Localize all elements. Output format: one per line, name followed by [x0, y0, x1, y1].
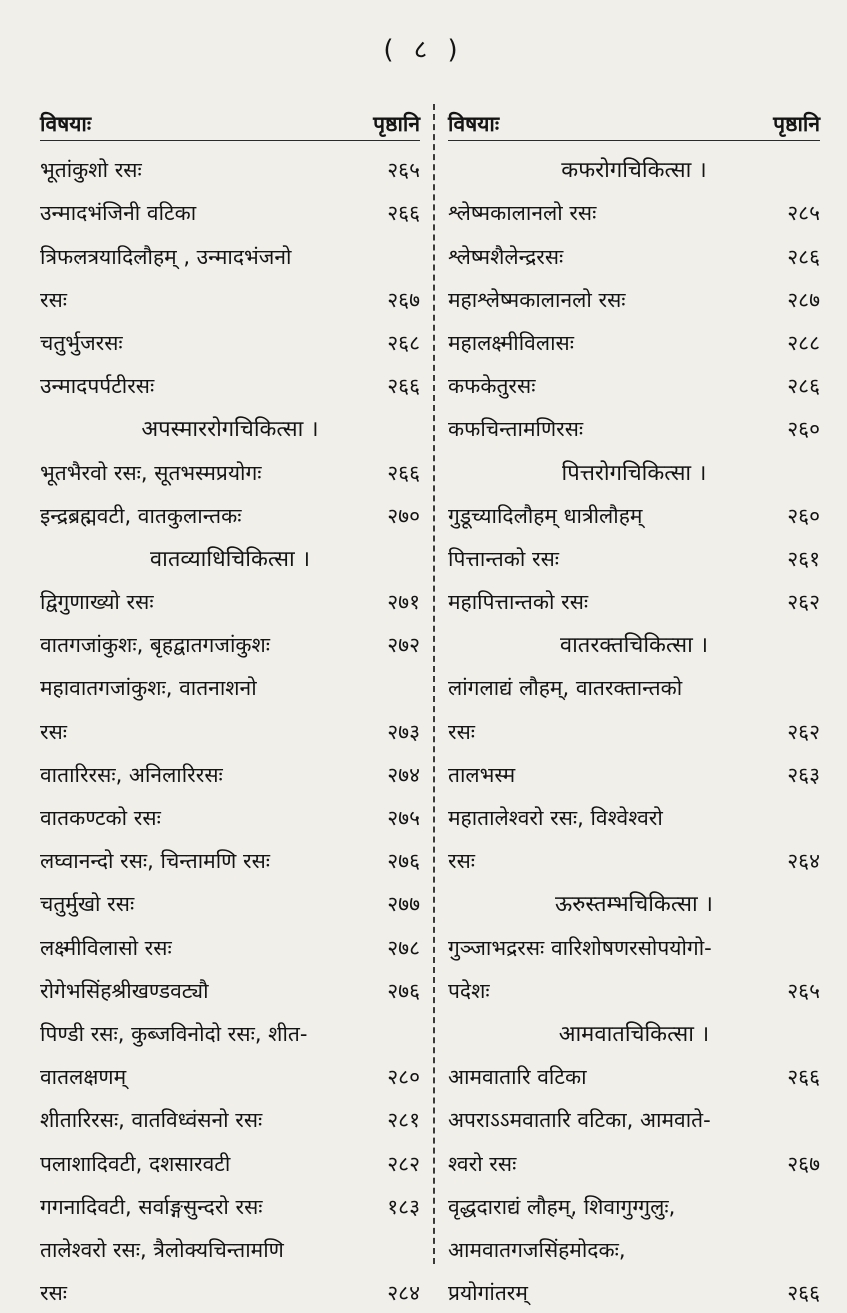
toc-entry: [448, 1048, 820, 1091]
entry-title: शीतारिरसः, वातविध्वंसनो रसः: [40, 1108, 263, 1133]
entry-page-number: २६६: [387, 374, 420, 399]
entry-title: वातारिरसः, अनिलारिरसः: [40, 762, 223, 787]
entry-title: रसः: [40, 287, 68, 312]
toc-entry: [448, 918, 820, 961]
entry-title: पदेशः: [448, 978, 490, 1003]
entry-title: रोगेभसिंहश्रीखण्डवट्यौ: [40, 978, 209, 1003]
toc-entry: [40, 357, 420, 400]
entry-page-number: २८६: [787, 374, 820, 399]
entry-page-number: २७८: [387, 935, 420, 960]
entry-page-number: २६५: [787, 978, 820, 1003]
entry-title: कफचिन्तामणिरसः: [448, 417, 584, 442]
toc-entry: [40, 918, 420, 961]
entry-page-number: २८५: [787, 201, 820, 226]
entry-title: लघ्वानन्दो रसः, चिन्तामणि रसः: [40, 849, 271, 874]
entry-page-number: २६०: [787, 417, 820, 442]
entry-page-number: २७३: [387, 719, 420, 744]
entry-title: अपराऽऽमवातारि वटिका, आमवाते-: [448, 1108, 711, 1133]
section-title: अपस्माररोगचिकित्सा ।: [141, 417, 319, 443]
section-title: कफरोगचिकित्सा ।: [561, 158, 707, 184]
entry-page-number: २८७: [787, 287, 820, 312]
toc-entry: [40, 271, 420, 314]
entry-page-number: २६०: [787, 503, 820, 528]
entry-title: त्रिफलत्रयादिलौहम् , उन्मादभंजनो: [40, 244, 292, 269]
entry-page-number: २७५: [387, 806, 420, 830]
toc-entry: [40, 789, 420, 832]
left-column: [40, 98, 420, 1306]
entry-title: वातकण्टको रसः: [40, 806, 161, 830]
entry-title: कफकेतुरसः: [448, 374, 536, 399]
entry-title: महालक्ष्मीविलासः: [448, 330, 574, 355]
entry-page-number: २८८: [787, 330, 820, 355]
entry-title: आमवातगजसिंहमोदकः,: [448, 1237, 626, 1262]
entry-title: आमवातारि वटिका: [448, 1065, 587, 1090]
entry-title: श्लेष्मकालानलो रसः: [448, 201, 597, 226]
subject-header: विषयाः: [40, 112, 92, 136]
toc-entry: [40, 184, 420, 227]
entry-page-number: २८४: [387, 1281, 420, 1306]
toc-entry: [448, 746, 820, 789]
entry-title: पिण्डी रसः, कुब्जविनोदो रसः, शीत-: [40, 1021, 308, 1046]
toc-entry: [40, 832, 420, 875]
entry-title: उन्मादपर्पटीरसः: [40, 374, 155, 399]
left-entries: [40, 141, 420, 1307]
column-header: [448, 98, 820, 138]
toc-entry: [448, 1221, 820, 1264]
subject-header: विषयाः: [448, 112, 500, 136]
right-entries: [448, 141, 820, 1307]
section-title: वातरक्तचिकित्सा ।: [559, 633, 709, 659]
section-heading: [448, 1005, 820, 1048]
entry-title: रसः: [448, 849, 476, 874]
toc-entry: [40, 141, 420, 184]
pages-header: पृष्ठानि: [773, 112, 820, 136]
entry-page-number: २७१: [387, 590, 420, 615]
section-heading: [448, 141, 820, 184]
entry-title: रसः: [448, 719, 476, 744]
entry-title: द्विगुणाख्यो रसः: [40, 590, 154, 615]
toc-entry: [40, 702, 420, 745]
toc-entry: [40, 1221, 420, 1264]
toc-entry: [448, 1134, 820, 1177]
entry-title: भूतभैरवो रसः, सूतभस्मप्रयोगः: [40, 460, 262, 485]
entry-title: उन्मादभंजिनी वटिका: [40, 201, 197, 226]
entry-title: लांगलाद्यं लौहम्, वातरक्तान्तको: [448, 676, 683, 701]
toc-entry: [448, 1178, 820, 1221]
entry-title: तालभस्म: [448, 762, 516, 787]
toc-entry: [448, 573, 820, 616]
toc-entry: [40, 616, 420, 659]
entry-title: गुडूच्यादिलौहम् धात्रीलौहम्: [448, 503, 643, 528]
entry-title: महावातगजांकुशः, वातनाशनो: [40, 676, 257, 701]
toc-entry: [448, 400, 820, 443]
toc-entry: [448, 702, 820, 745]
entry-title: वातलक्षणम्: [40, 1065, 127, 1090]
entry-page-number: २७६: [387, 978, 420, 1003]
entry-title: वृद्धदाराद्यं लौहम्, शिवागुग्गुलुः,: [448, 1194, 676, 1219]
entry-page-number: २६७: [787, 1151, 820, 1176]
entry-page-number: २७६: [387, 849, 420, 874]
entry-title: महातालेश्वरो रसः, विश्वेश्वरो: [448, 806, 663, 830]
section-heading: [448, 616, 820, 659]
section-heading: [40, 400, 420, 443]
toc-entry: [448, 962, 820, 1005]
toc-entry: [448, 789, 820, 832]
entry-page-number: २८२: [387, 1151, 420, 1176]
entry-page-number: २६६: [787, 1281, 820, 1306]
entry-title: भूतांकुशो रसः: [40, 158, 142, 183]
entry-page-number: २७२: [387, 633, 420, 658]
toc-entry: [448, 184, 820, 227]
toc-entry: [448, 530, 820, 573]
section-title: वातव्याधिचिकित्सा ।: [149, 546, 311, 572]
toc-entry: [40, 1005, 420, 1048]
entry-title: वातगजांकुशः, बृहद्वातगजांकुशः: [40, 633, 271, 658]
toc-entry: [40, 962, 420, 1005]
entry-title: महापित्तान्तको रसः: [448, 590, 589, 615]
entry-page-number: २६६: [387, 201, 420, 226]
entry-title: प्रयोगांतरम्: [448, 1281, 528, 1306]
section-heading: [448, 443, 820, 486]
entry-page-number: २६६: [387, 460, 420, 485]
entry-title: लक्ष्मीविलासो रसः: [40, 935, 172, 960]
entry-title: पलाशादिवटी, दशसारवटी: [40, 1151, 231, 1176]
section-title: आमवातचिकित्सा ।: [558, 1021, 710, 1047]
entry-title: श्लेष्मशैलेन्द्ररसः: [448, 244, 564, 269]
right-column: [448, 98, 820, 1306]
toc-entry: [40, 1091, 420, 1134]
entry-page-number: २६४: [787, 849, 820, 874]
toc-entry: [40, 1134, 420, 1177]
toc-entry: [40, 875, 420, 918]
entry-page-number: २८६: [787, 244, 820, 269]
toc-entry: [448, 1091, 820, 1134]
toc-entry: [448, 1264, 820, 1307]
section-title: पित्तरोगचिकित्सा ।: [561, 460, 707, 486]
entry-page-number: २७४: [387, 762, 420, 787]
toc-entry: [40, 1264, 420, 1307]
toc-entry: [448, 357, 820, 400]
entry-page-number: २६८: [387, 330, 420, 355]
toc-entry: [448, 832, 820, 875]
entry-title: पित्तान्तको रसः: [448, 546, 560, 571]
entry-title: चतुर्भुजरसः: [40, 330, 123, 355]
pages-header: पृष्ठानि: [373, 112, 420, 136]
toc-entry: [40, 443, 420, 486]
entry-title: गुञ्जाभद्ररसः वारिशोषणरसोपयोगो-: [448, 935, 712, 960]
toc-entry: [40, 659, 420, 702]
toc-entry: [448, 271, 820, 314]
toc-entry: [40, 227, 420, 270]
toc-entry: [448, 487, 820, 530]
toc-entry: [40, 1178, 420, 1221]
entry-page-number: २७७: [387, 892, 420, 917]
entry-page-number: २६२: [787, 719, 820, 744]
toc-entry: [40, 314, 420, 357]
entry-title: इन्द्रब्रह्मवटी, वातकुलान्तकः: [40, 503, 242, 528]
section-heading: [40, 530, 420, 573]
toc-entry: [40, 573, 420, 616]
column-divider: [433, 104, 435, 1264]
column-header: [40, 98, 420, 138]
entry-page-number: २७०: [387, 503, 420, 528]
entry-title: रसः: [40, 719, 68, 744]
entry-page-number: २८०: [387, 1065, 420, 1090]
entry-page-number: २६६: [787, 1065, 820, 1090]
toc-entry: [40, 1048, 420, 1091]
entry-title: श्वरो रसः: [448, 1151, 517, 1176]
toc-entry: [448, 314, 820, 357]
entry-page-number: १८३: [387, 1194, 420, 1219]
toc-entry: [40, 746, 420, 789]
toc-entry: [40, 487, 420, 530]
entry-title: तालेश्वरो रसः, त्रैलोक्यचिन्तामणि: [40, 1237, 284, 1262]
entry-title: गगनादिवटी, सर्वाङ्गसुन्दरो रसः: [40, 1194, 263, 1219]
entry-page-number: २६२: [787, 590, 820, 615]
entry-page-number: २६१: [787, 546, 820, 571]
entry-page-number: २८१: [387, 1108, 420, 1133]
section-title: ऊरुस्तम्भचिकित्सा ।: [554, 892, 714, 918]
entry-title: महाश्लेष्मकालानलो रसः: [448, 287, 626, 312]
entry-page-number: २६३: [787, 762, 820, 787]
entry-title: चतुर्मुखो रसः: [40, 892, 135, 917]
entry-title: रसः: [40, 1281, 68, 1306]
toc-entry: [448, 227, 820, 270]
entry-page-number: २६७: [387, 287, 420, 312]
toc-entry: [448, 659, 820, 702]
entry-page-number: २६५: [387, 158, 420, 183]
section-heading: [448, 875, 820, 918]
page-number: ( ८ ): [383, 35, 464, 65]
